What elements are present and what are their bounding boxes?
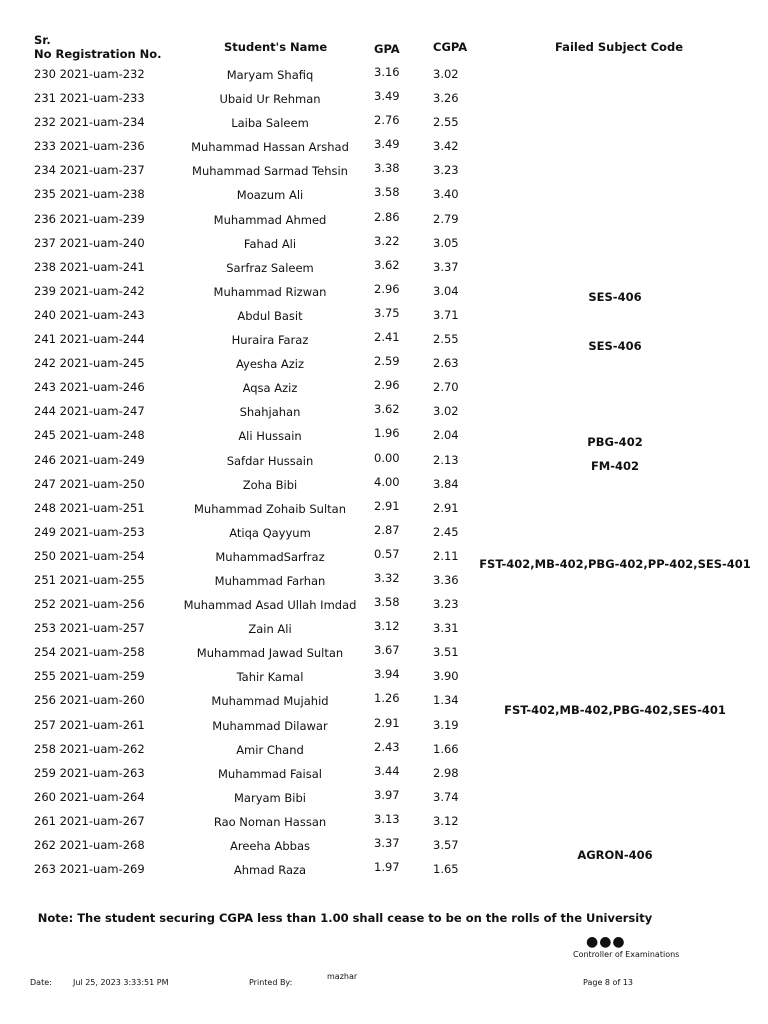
- footer-printed-by-label: Printed By:: [249, 978, 293, 987]
- row-sr: 247: [34, 476, 56, 491]
- table-row: [0, 689, 768, 713]
- row-gpa: 3.49: [374, 89, 400, 104]
- row-cgpa: 3.42: [433, 139, 459, 154]
- row-student-name: Muhammad Mujahid: [211, 694, 329, 709]
- footer-date-label: Date:: [30, 978, 52, 987]
- row-registration-no: 2021-uam-234: [59, 115, 145, 130]
- table-row: [0, 834, 768, 858]
- row-student-name: Fahad Ali: [243, 236, 297, 251]
- row-gpa: 3.49: [374, 137, 400, 152]
- row-registration-no: 2021-uam-262: [59, 741, 145, 756]
- row-sr-registration: [34, 236, 145, 250]
- row-gpa: 2.59: [374, 354, 400, 369]
- row-student-name: Aqsa Aziz: [242, 381, 298, 396]
- row-registration-no: 2021-uam-263: [59, 765, 145, 780]
- table-row: [0, 521, 768, 545]
- row-gpa: 3.58: [374, 185, 400, 200]
- cgpa-note: Note: The student securing CGPA less than 1.00 shall cease to be on the rolls of the University: [37, 911, 653, 925]
- footer-page-number: Page 8 of 13: [583, 978, 633, 987]
- row-sr-registration: [34, 501, 145, 515]
- row-sr: 245: [34, 428, 56, 443]
- table-row: [0, 810, 768, 834]
- row-sr: 240: [34, 307, 56, 322]
- table-row: [0, 545, 768, 569]
- table-row: [0, 304, 768, 328]
- row-sr-registration: [34, 573, 145, 587]
- row-sr-registration: [34, 308, 145, 322]
- row-gpa: 2.76: [374, 113, 400, 128]
- row-cgpa: 3.74: [433, 789, 459, 804]
- row-student-name: Rao Noman Hassan: [213, 814, 327, 829]
- row-cgpa: 3.51: [433, 645, 459, 660]
- row-sr: 232: [34, 115, 56, 130]
- header-failed-subject-code: Failed Subject Code: [555, 40, 683, 54]
- row-registration-no: 2021-uam-241: [59, 259, 145, 274]
- row-cgpa: 2.13: [433, 452, 459, 467]
- row-gpa: 2.41: [374, 330, 400, 345]
- row-cgpa: 3.40: [433, 187, 459, 202]
- row-sr-registration: [34, 260, 145, 274]
- row-student-name: Ubaid Ur Rehman: [219, 92, 321, 107]
- row-student-name: Areeha Abbas: [230, 839, 310, 853]
- table-row: [0, 328, 768, 352]
- row-registration-no: 2021-uam-256: [59, 597, 145, 612]
- row-registration-no: 2021-uam-250: [59, 476, 145, 491]
- row-cgpa: 2.98: [433, 765, 459, 780]
- row-registration-no: 2021-uam-257: [59, 621, 145, 636]
- row-sr: 260: [34, 789, 56, 804]
- row-cgpa: 3.57: [433, 838, 459, 852]
- row-gpa: 2.43: [374, 739, 400, 754]
- row-sr-registration: [34, 766, 145, 780]
- row-cgpa: 2.79: [433, 211, 459, 226]
- row-registration-no: 2021-uam-233: [59, 91, 145, 106]
- row-cgpa: 2.55: [433, 115, 459, 130]
- table-row: [0, 569, 768, 593]
- row-registration-no: 2021-uam-242: [59, 283, 145, 298]
- row-sr-registration: [34, 838, 145, 852]
- table-row: [0, 232, 768, 256]
- row-sr-registration: [34, 115, 145, 129]
- table-row: [0, 617, 768, 641]
- row-cgpa: 3.31: [433, 621, 459, 636]
- row-student-name: Maryam Bibi: [234, 790, 306, 805]
- row-cgpa: 3.05: [433, 235, 459, 250]
- failed-codes-row-246: FM-402: [590, 459, 640, 473]
- row-gpa: 2.91: [374, 498, 400, 513]
- row-student-name: Ahmad Raza: [233, 863, 307, 878]
- table-row: [0, 111, 768, 135]
- row-gpa: 3.38: [374, 161, 400, 176]
- table-row: [0, 762, 768, 786]
- row-sr: 234: [34, 163, 56, 178]
- row-sr-registration: [34, 621, 145, 635]
- row-sr-registration: [34, 428, 145, 442]
- row-student-name: Huraira Faraz: [231, 333, 309, 348]
- row-student-name: Muhammad Ahmed: [213, 212, 327, 227]
- row-registration-no: 2021-uam-259: [59, 669, 145, 684]
- table-row: [0, 738, 768, 762]
- row-registration-no: 2021-uam-232: [59, 67, 145, 81]
- row-sr-registration: [34, 790, 145, 804]
- header-gpa: GPA: [374, 42, 400, 56]
- row-cgpa: 3.36: [433, 572, 459, 587]
- row-cgpa: 2.70: [433, 380, 459, 395]
- row-sr-registration: [34, 693, 145, 707]
- table-row: [0, 786, 768, 810]
- row-gpa: 3.22: [374, 233, 400, 248]
- row-cgpa: 1.34: [433, 693, 459, 708]
- row-sr-registration: [34, 139, 145, 153]
- row-sr-registration: [34, 549, 145, 563]
- row-sr-registration: [34, 742, 145, 756]
- row-registration-no: 2021-uam-261: [59, 717, 145, 732]
- row-gpa: 3.32: [374, 570, 400, 585]
- row-gpa: 2.87: [374, 522, 400, 537]
- row-sr: 248: [34, 500, 56, 515]
- row-gpa: 3.16: [374, 65, 400, 79]
- row-cgpa: 3.84: [433, 476, 459, 491]
- failed-codes-row-263: AGRON-406: [577, 848, 653, 862]
- failed-codes-row-250: FST-402,MB-402,PBG-402,PP-402,SES-401: [479, 557, 751, 571]
- row-gpa: 2.96: [374, 281, 400, 296]
- row-sr: 230: [34, 67, 56, 81]
- row-sr-registration: [34, 332, 145, 346]
- signature-mark: ●●●: [586, 934, 626, 950]
- row-student-name: Muhammad Rizwan: [213, 284, 327, 299]
- row-cgpa: 3.37: [433, 259, 459, 274]
- row-sr-registration: [34, 67, 145, 81]
- row-sr-registration: [34, 862, 145, 876]
- failed-codes-row-257: FST-402,MB-402,PBG-402,SES-401: [504, 703, 726, 717]
- row-registration-no: 2021-uam-248: [59, 428, 145, 443]
- row-gpa: 1.96: [374, 426, 400, 441]
- row-registration-no: 2021-uam-251: [59, 500, 145, 515]
- header-registration-no: No Registration No.: [34, 47, 162, 61]
- row-registration-no: 2021-uam-264: [59, 789, 145, 804]
- row-student-name: Sarfraz Saleem: [226, 260, 314, 275]
- footer-date-value: Jul 25, 2023 3:33:51 PM: [73, 978, 169, 987]
- table-row: [0, 473, 768, 497]
- row-registration-no: 2021-uam-269: [59, 862, 145, 877]
- row-sr-registration: [34, 187, 145, 201]
- row-student-name: Muhammad Faisal: [218, 766, 322, 781]
- table-row: [0, 352, 768, 376]
- row-cgpa: 3.12: [433, 813, 459, 828]
- row-sr: 246: [34, 452, 56, 467]
- row-student-name: Tahir Kamal: [236, 670, 304, 685]
- row-gpa: 1.26: [374, 691, 400, 706]
- row-cgpa: 2.45: [433, 524, 459, 539]
- row-student-name: Atiqa Qayyum: [229, 525, 311, 540]
- row-sr: 262: [34, 838, 56, 852]
- table-row: [0, 208, 768, 232]
- row-gpa: 0.57: [374, 546, 400, 561]
- table-row: [0, 714, 768, 738]
- row-registration-no: 2021-uam-247: [59, 404, 145, 419]
- row-registration-no: 2021-uam-240: [59, 235, 145, 250]
- row-gpa: 4.00: [374, 474, 400, 489]
- row-sr: 242: [34, 356, 56, 371]
- row-student-name: Muhammad Jawad Sultan: [196, 646, 344, 661]
- row-student-name: Ali Hussain: [238, 429, 302, 444]
- header-cgpa: CGPA: [433, 40, 468, 54]
- table-row: [0, 63, 768, 87]
- row-cgpa: 3.19: [433, 717, 459, 732]
- row-sr: 259: [34, 765, 56, 780]
- table-row: [0, 424, 768, 448]
- header-sr: Sr.: [34, 33, 51, 47]
- row-sr: 261: [34, 813, 56, 828]
- row-cgpa: 3.02: [433, 404, 459, 419]
- row-registration-no: 2021-uam-246: [59, 380, 145, 395]
- row-registration-no: 2021-uam-255: [59, 572, 145, 587]
- table-row: [0, 280, 768, 304]
- row-sr-registration: [34, 212, 145, 226]
- row-registration-no: 2021-uam-254: [59, 548, 145, 563]
- row-gpa: 3.62: [374, 402, 400, 417]
- row-sr: 235: [34, 187, 56, 202]
- row-sr: 237: [34, 235, 56, 250]
- row-cgpa: 2.91: [433, 500, 459, 515]
- row-registration-no: 2021-uam-236: [59, 139, 145, 154]
- row-student-name: Amir Chand: [236, 742, 304, 757]
- row-cgpa: 3.71: [433, 307, 459, 322]
- table-row: [0, 87, 768, 111]
- row-gpa: 2.96: [374, 378, 400, 393]
- row-sr-registration: [34, 163, 145, 177]
- row-sr-registration: [34, 380, 145, 394]
- table-row: [0, 256, 768, 280]
- row-student-name: Muhammad Sarmad Tehsin: [192, 164, 348, 179]
- row-gpa: 2.91: [374, 715, 400, 730]
- row-registration-no: 2021-uam-237: [59, 163, 145, 178]
- row-cgpa: 3.26: [433, 91, 459, 106]
- row-gpa: 3.97: [374, 787, 400, 802]
- row-registration-no: 2021-uam-238: [59, 187, 145, 202]
- row-sr: 253: [34, 621, 56, 636]
- row-sr: 241: [34, 332, 56, 347]
- row-student-name: MuhammadSarfraz: [215, 549, 325, 564]
- row-gpa: 1.97: [374, 860, 400, 875]
- row-cgpa: 3.23: [433, 597, 459, 612]
- table-row: [0, 497, 768, 521]
- row-student-name: Muhammad Hassan Arshad: [191, 140, 349, 155]
- row-student-name: Laiba Saleem: [231, 116, 309, 131]
- row-sr: 244: [34, 404, 56, 419]
- row-student-name: Maryam Shafiq: [226, 68, 314, 82]
- footer-printed-by-value: mazhar: [327, 972, 358, 981]
- row-gpa: 3.75: [374, 305, 400, 320]
- row-sr-registration: [34, 453, 145, 467]
- row-sr-registration: [34, 91, 145, 105]
- row-student-name: Zain Ali: [248, 622, 292, 637]
- row-sr-registration: [34, 356, 145, 370]
- row-gpa: 3.62: [374, 257, 400, 272]
- row-sr: 258: [34, 741, 56, 756]
- row-sr: 249: [34, 524, 56, 539]
- row-registration-no: 2021-uam-253: [59, 524, 145, 539]
- row-gpa: 2.86: [374, 209, 400, 224]
- row-sr: 256: [34, 693, 56, 708]
- row-registration-no: 2021-uam-245: [59, 356, 145, 371]
- row-registration-no: 2021-uam-268: [59, 838, 145, 852]
- results-table: [0, 63, 768, 882]
- table-row: [0, 135, 768, 159]
- row-sr: 239: [34, 283, 56, 298]
- table-row: [0, 665, 768, 689]
- row-cgpa: 2.55: [433, 332, 459, 347]
- row-student-name: Ayesha Aziz: [235, 357, 305, 372]
- row-gpa: 3.67: [374, 643, 400, 658]
- row-sr-registration: [34, 477, 145, 491]
- table-row: [0, 183, 768, 207]
- row-sr: 233: [34, 139, 56, 154]
- row-cgpa: 3.04: [433, 283, 459, 298]
- row-sr-registration: [34, 404, 145, 418]
- row-cgpa: 3.90: [433, 669, 459, 684]
- row-sr: 231: [34, 91, 56, 106]
- row-cgpa: 1.66: [433, 741, 459, 756]
- row-gpa: 3.13: [374, 811, 400, 826]
- row-gpa: 3.12: [374, 619, 400, 634]
- row-sr: 255: [34, 669, 56, 684]
- row-gpa: 3.37: [374, 836, 400, 850]
- header-student-name: Student's Name: [224, 40, 328, 54]
- row-sr: 250: [34, 548, 56, 563]
- row-sr-registration: [34, 645, 145, 659]
- row-cgpa: 3.02: [433, 67, 459, 81]
- row-sr: 251: [34, 572, 56, 587]
- row-cgpa: 2.11: [433, 548, 459, 563]
- row-registration-no: 2021-uam-239: [59, 211, 145, 226]
- row-sr-registration: [34, 284, 145, 298]
- table-row: [0, 400, 768, 424]
- row-registration-no: 2021-uam-249: [59, 452, 145, 467]
- row-gpa: 3.94: [374, 667, 400, 682]
- row-student-name: Muhammad Farhan: [214, 573, 326, 588]
- row-student-name: Zoha Bibi: [242, 477, 298, 492]
- row-registration-no: 2021-uam-244: [59, 332, 145, 347]
- failed-codes-row-239: SES-406: [588, 290, 642, 304]
- row-sr: 263: [34, 862, 56, 877]
- row-student-name: Muhammad Asad Ullah Imdad: [183, 598, 357, 613]
- table-row: [0, 159, 768, 183]
- row-sr: 236: [34, 211, 56, 226]
- row-sr-registration: [34, 718, 145, 732]
- row-cgpa: 2.63: [433, 356, 459, 371]
- row-cgpa: 3.23: [433, 163, 459, 178]
- row-student-name: Muhammad Dilawar: [212, 718, 328, 733]
- row-cgpa: 2.04: [433, 428, 459, 443]
- row-sr: 257: [34, 717, 56, 732]
- row-sr: 243: [34, 380, 56, 395]
- table-row: [0, 593, 768, 617]
- row-registration-no: 2021-uam-258: [59, 645, 145, 660]
- row-registration-no: 2021-uam-243: [59, 307, 145, 322]
- row-sr: 254: [34, 645, 56, 660]
- row-gpa: 3.58: [374, 595, 400, 610]
- row-sr-registration: [34, 669, 145, 683]
- row-gpa: 0.00: [374, 450, 400, 465]
- row-gpa: 3.44: [374, 763, 400, 778]
- row-student-name: Shahjahan: [239, 405, 301, 420]
- table-row: [0, 376, 768, 400]
- row-student-name: Moazum Ali: [236, 188, 304, 203]
- row-sr: 238: [34, 259, 56, 274]
- row-sr: 252: [34, 597, 56, 612]
- failed-codes-row-241: SES-406: [588, 339, 642, 353]
- row-student-name: Abdul Basit: [237, 308, 303, 323]
- row-sr-registration: [34, 597, 145, 611]
- failed-codes-row-245: PBG-402: [587, 435, 643, 449]
- controller-of-examinations-label: Controller of Examinations: [573, 950, 680, 959]
- row-sr-registration: [34, 814, 145, 828]
- row-registration-no: 2021-uam-260: [59, 693, 145, 708]
- table-row: [0, 449, 768, 473]
- row-sr-registration: [34, 525, 145, 539]
- row-cgpa: 1.65: [433, 862, 459, 877]
- row-student-name: Safdar Hussain: [226, 453, 314, 468]
- table-row: [0, 858, 768, 882]
- table-row: [0, 641, 768, 665]
- row-student-name: Muhammad Zohaib Sultan: [194, 501, 346, 516]
- row-registration-no: 2021-uam-267: [59, 813, 145, 828]
